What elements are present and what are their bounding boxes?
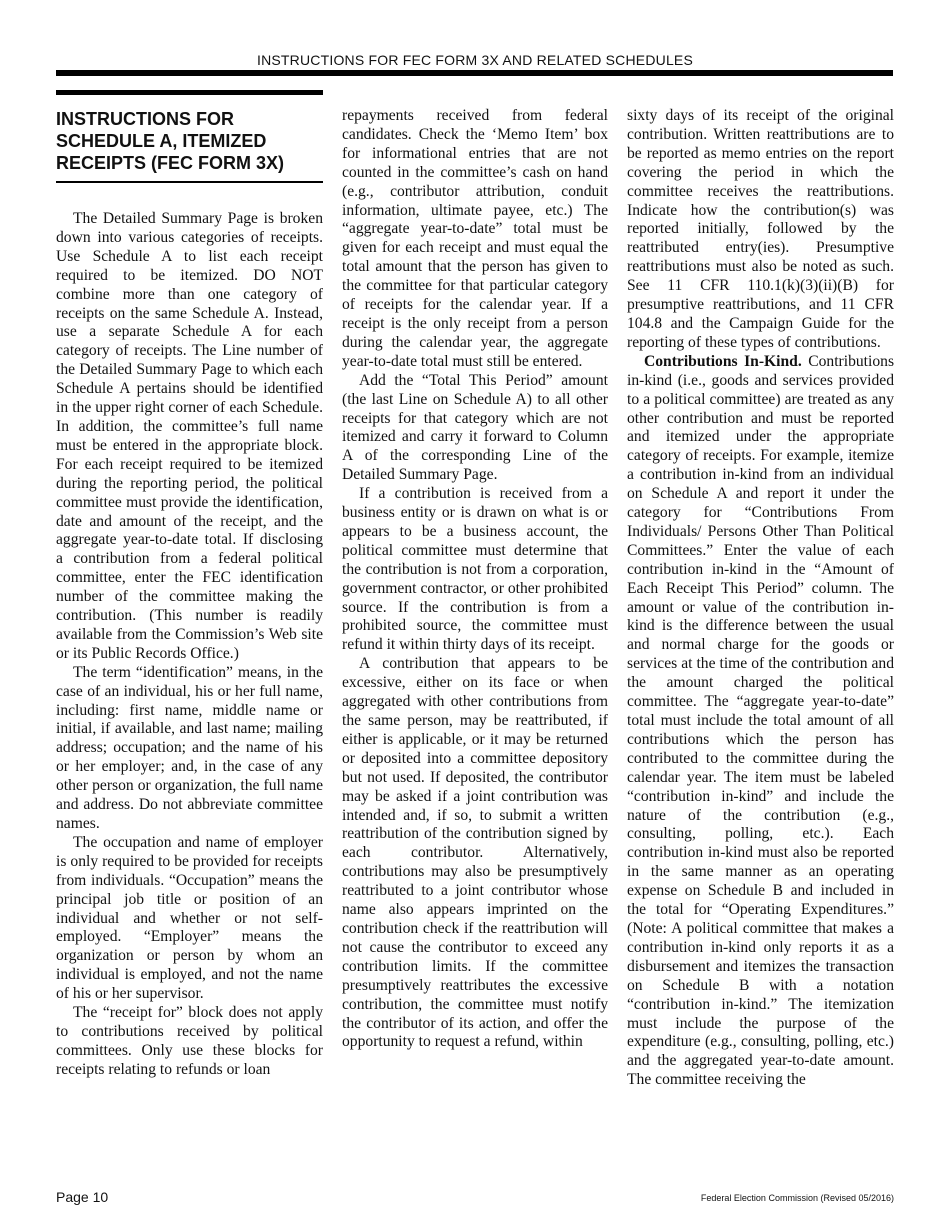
text-column-2 [342,107,608,1052]
paragraph-contributions-in-kind [627,353,894,1090]
paragraph: If a contribution is received from a business entity or is drawn on what is or appears to be a business account, the political committee must determine that the contribution is not from a corporation, government contractor, or other prohibited source. If the contribution is from a prohibited source, the committee must refund it within thirty days of its receipt. [342,485,608,654]
paragraph: A contribution that appears to be excessive, either on its face or when aggregated with other contributions from the same person, may be reattributed, if either is applicable, or it may be returned or deposited into a committee depository but not used. If deposited, the contributor may be asked if a joint contribution was intended and, if so, to submit a written reattribution of the contribution signed by each contributor. Alternatively, contributions may also be presumptively reattributed to a joint contributor whose name also appears imprinted on the contribution check if the reattribution will not cause the contributor to exceed any contribution limits. If the committee presumptively reattributes the excessive contribution, the committee must notify the contributor of its action, and offer the opportunity to request a refund, within [342,655,608,1051]
paragraph: The “receipt for” block does not apply to contributions received by political committees. Only use these blocks for receipts relating to refunds or loan [56,1004,323,1078]
section-title-top-rule [56,90,323,95]
section-title-bottom-rule [56,181,323,183]
paragraph-body: Contributions in-kind (i.e., goods and services provided to a political committee) are treated as any other contribution and must be reported and itemized under the appropriate category of receipts. For example, itemize a contribution in-kind from an individual on Schedule A and report it under the category for “Contributions From Individuals/ Persons Other Than Political Committees.” Enter the value of each contribution in-kind in the “Amount of Each Receipt This Period” column. The amount or value of the contribution in-kind is the difference between the usual and normal charge for the goods or services at the time of the contribution and the amount charged the political committee. The “aggregate year-to-date” total must include the total amount of all contributions which the person has contributed to the committee during the calendar year. The item must be labeled “contribution in-kind” and include the nature of the contribution (e.g., consulting, polling, etc.). Each contribution in-kind must also be reported in the same manner as an operating expense on Schedule B and included in the total for “Operating Expenditures.” (Note: A political committee that makes a contribution in-kind only reports it as a disbursement and itemizes the transaction on Schedule B with a notation “contribution in-kind.” The itemization must include the purpose of the expenditure (e.g., consulting, polling, etc.) and the aggregated year-to-date amount. The committee receiving the [627,352,895,1089]
section-title: INSTRUCTIONS FOR SCHEDULE A, ITEMIZED RECEIPTS (FEC FORM 3X) [56,109,285,173]
running-header: INSTRUCTIONS FOR FEC FORM 3X AND RELATED SCHEDULES [256,52,693,68]
paragraph-continued: repayments received from federal candidates. Check the ‘Memo Item’ box for informational entries that are not counted in the committee’s cash on hand (e.g., contributor attribution, conduit information, ultimate payee, etc.) The “aggregate year-to-date” total must be given for each receipt and must equal the total amount that the person has given to the committee for that particular category of receipts for the calendar year. If a receipt is the only receipt from a person during the calendar year, the aggregate year-to-date total must still be entered. [342,107,608,370]
paragraph: The occupation and name of employer is only required to be provided for receipts from individuals. “Occupation” means the principal job title or position of an individual and whether or not self-employed. “Employer” means the organization or person by whom an individual is employed, and not the name of his or her supervisor. [56,833,323,1003]
text-column-3 [627,107,894,1090]
header-rule [56,70,893,76]
footer-source: Federal Election Commission (Revised 05/2016) [700,1193,894,1203]
paragraph: The term “identification” means, in the case of an individual, his or her full name, including: first name, middle name or initial, if available, and last name; mailing address; occupation; and the name of his or her employer; and, in the case of any other person or organization, the full name and address. Do not abbreviate committee names. [56,663,323,832]
page-number: Page 10 [56,1189,109,1205]
paragraph: The Detailed Summary Page is broken down into various categories of receipts. Use Schedule A to list each receipt required to be itemized. DO NOT combine more than one category of receipts on the same Schedule A. Instead, use a separate Schedule A for each category of receipts. The Line number of the Detailed Summary Page to which each Schedule A pertains should be identified in the upper right corner of each Schedule. In addition, the committee’s full name must be entered in the appropriate block. For each receipt required to be itemized during the reporting period, the political committee must provide the identification, date and amount of the receipt, and the aggregate year-to-date total. If disclosing a contribution from a federal political committee, enter the FEC identification number of the committee making the contribution. (This number is readily available from the Commission’s Web site or its Public Records Office.) [56,210,323,662]
text-column-1 [56,210,323,1080]
run-in-heading: Contributions In-Kind. [644,352,802,370]
paragraph-continued: sixty days of its receipt of the original contribution. Written reattributions are to be reported as memo entries on the report covering the period in which the committee receives the reattributions. Indicate how the contribution(s) was reported initially, followed by the reattributed entry(ies). Presumptive reattributions must also be noted as such. See 11 CFR 110.1(k)(3)(ii)(B) for presumptive reattributions, and 11 CFR 104.8 and the Campaign Guide for the reporting of these types of contributions. [627,107,894,351]
paragraph: Add the “Total This Period” amount (the last Line on Schedule A) to all other receipts for that category which are not itemized and carry it forward to Column A of the corresponding Line of the Detailed Summary Page. [342,371,608,484]
